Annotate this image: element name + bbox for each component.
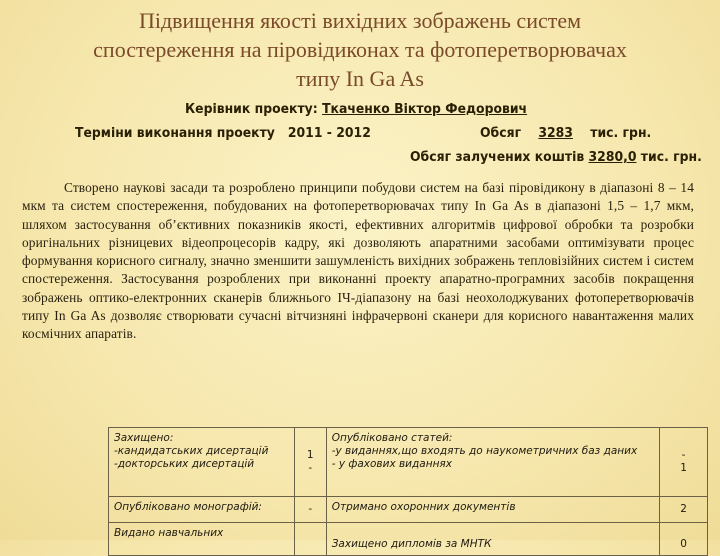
title-line-2: спостереження на піровідиконах та фотоперетворювачах: [93, 37, 627, 62]
project-terms-value: 2011 - 2012: [287, 125, 371, 141]
textbooks-label: Видано навчальних: [109, 523, 295, 556]
table-row: [109, 523, 708, 556]
defended-values-cell: [294, 428, 326, 497]
defended-cell: [109, 428, 295, 497]
defended-candidate-value: 1: [306, 449, 314, 461]
project-volume-value: 3283: [538, 125, 573, 141]
attracted-funds-unit: тис. грн.: [640, 149, 702, 165]
attracted-funds-label: Обсяг залучених коштів: [410, 149, 585, 165]
title-line-1: Підвищення якості вихідних зображень систем: [138, 8, 582, 33]
patents-label: Отримано охоронних документів: [326, 497, 659, 523]
monographs-label: Опубліковано монографій:: [109, 497, 295, 523]
project-volume-unit: тис. грн.: [590, 125, 652, 141]
textbooks-value: [294, 523, 326, 556]
project-leader-name: Ткаченко Віктор Федорович: [322, 101, 528, 117]
defended-candidate-label: -кандидатських дисертацій: [114, 445, 269, 457]
articles-values-cell: [660, 428, 708, 497]
project-leader-label: Керівник проекту:: [185, 101, 323, 117]
defended-doctor-label: -докторських дисертацій: [114, 458, 255, 470]
defended-doctor-value: -: [308, 462, 313, 474]
table-row: [109, 428, 708, 497]
project-volume: [480, 125, 651, 141]
articles-professional-value: 1: [680, 462, 687, 474]
monographs-value: -: [294, 497, 326, 523]
mntk-diplomas-label: Захищено дипломів за МНТК: [326, 523, 659, 556]
project-terms-label: Терміни виконання проекту: [75, 125, 275, 141]
articles-scientometric-value: -: [681, 449, 686, 461]
articles-professional-label: - у фахових виданнях: [331, 458, 452, 470]
title-line-3: типу In Ga As: [296, 66, 424, 91]
project-terms: [75, 125, 371, 141]
articles-cell: [326, 428, 659, 497]
attracted-funds: [410, 149, 702, 165]
defended-heading: Захищено:: [114, 432, 174, 444]
attracted-funds-value: 3280,0: [588, 149, 637, 165]
project-volume-label: Обсяг: [480, 125, 522, 141]
project-description: Створено наукові засади та розроблено принципи побудови систем на базі піровідикону в діапазоні 8 – 14 мкм та систем спостереження, побудованих на фотоперетворювачах типу In Ga As в діапазоні 1,5 – 1,7 мкм, шляхом застосування об’єктивних показників якості, ефективних алгоритмів цифрової обробки та розробки оригінальних різницевих відеопроцесорів кадру, які дозволяють апаратними засобами оптимізувати процес формування корисного сигналу, значно зменшити зашумленість вихідних зображень тепловізійних систем і систем спостереження. Застосування розроблених при виконанні проекту апаратно-програмних засобів покращення зображень оптико-електронних сканерів ближнього ІЧ-діапазону на базі неохолоджуваних фотоперетворювачів типу In Ga As дозволяє створювати сучасні вітчизняні інфрачервоні сканери для корисного навантаження малих космічних апаратів.: [22, 180, 694, 342]
articles-scientometric-label: -у виданнях,що входять до наукометричних баз даних: [331, 445, 638, 457]
results-table: [108, 427, 708, 556]
articles-heading: Опубліковано статей:: [331, 432, 453, 444]
table-row: [109, 497, 708, 523]
mntk-diplomas-value: 0: [660, 523, 708, 556]
patents-value: 2: [660, 497, 708, 523]
project-leader: [185, 101, 527, 117]
slide-title: [10, 6, 710, 93]
